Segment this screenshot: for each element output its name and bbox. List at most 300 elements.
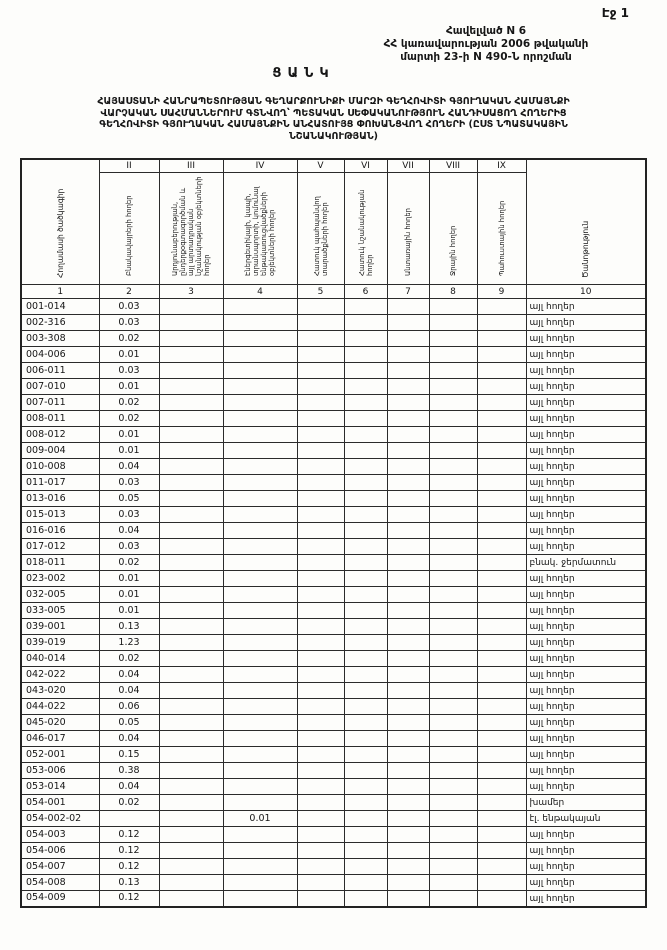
area-value-cell [477, 539, 526, 555]
area-value-cell: 0.01 [223, 811, 297, 827]
note-cell: այլ հողեր [526, 731, 646, 747]
area-value-cell [159, 443, 223, 459]
area-value-cell [429, 427, 477, 443]
area-value-cell [223, 475, 297, 491]
area-value-cell [429, 651, 477, 667]
area-value-cell [429, 539, 477, 555]
area-value-cell: 0.02 [99, 651, 159, 667]
table-row [21, 491, 646, 507]
parcel-code-cell: 044-022 [21, 699, 99, 715]
area-value-cell [159, 315, 223, 331]
area-value-cell [387, 539, 429, 555]
parcel-code-cell: 007-011 [21, 395, 99, 411]
area-value-cell [344, 667, 387, 683]
area-value-cell [477, 891, 526, 907]
title-line: ՎԱՐՉԱԿԱՆ ՍԱՀՄԱՆՆԵՐՈՒՄ ԳՏՆՎՈՂ՝ ՊԵՏԱԿԱՆ ՍԵՓԱԿԱՆՈՒԹՅՈՒՆ ՀԱՆԴԻՍԱՑՈՂ ՀՈՂԵՐԻՑ [100, 107, 567, 119]
area-value-cell [223, 763, 297, 779]
table-row [21, 731, 646, 747]
area-value-cell [387, 683, 429, 699]
area-value-cell [429, 619, 477, 635]
area-value-cell: 0.12 [99, 843, 159, 859]
area-value-cell [387, 491, 429, 507]
area-value-cell [159, 779, 223, 795]
area-value-cell [223, 555, 297, 571]
area-value-cell [159, 587, 223, 603]
parcel-code-cell: 039-001 [21, 619, 99, 635]
area-value-cell [387, 731, 429, 747]
note-cell: այլ հողեր [526, 891, 646, 907]
title-line: ԳԵՂՀՈՎԻՏԻ ԳՅՈՒՂԱԿԱՆ ՀԱՄԱՅՆՔԻՆ ԱՆՀԱՏՈՒՅՑ ՓՈԽԱՆՑՎՈՂ ՀՈՂԵՐԻ (ԸՍՏ ՆՊԱՏԱԿԱՅԻՆ [99, 119, 568, 130]
area-value-cell [344, 427, 387, 443]
table-row [21, 363, 646, 379]
note-cell: այլ հողեր [526, 347, 646, 363]
note-cell: այլ հողեր [526, 523, 646, 539]
area-value-cell [223, 635, 297, 651]
area-value-cell [387, 427, 429, 443]
note-cell: այլ հողեր [526, 667, 646, 683]
note-cell: այլ հողեր [526, 507, 646, 523]
area-value-cell [223, 619, 297, 635]
note-cell: այլ հողեր [526, 379, 646, 395]
area-value-cell [297, 699, 344, 715]
table-row [21, 843, 646, 859]
area-value-cell [159, 363, 223, 379]
area-value-cell: 0.01 [99, 347, 159, 363]
parcel-code-cell: 010-008 [21, 459, 99, 475]
area-value-cell [223, 443, 297, 459]
area-value-cell [429, 635, 477, 651]
table-row [21, 619, 646, 635]
parcel-code-cell: 013-016 [21, 491, 99, 507]
area-value-cell [387, 443, 429, 459]
table-row [21, 299, 646, 315]
area-value-cell [387, 795, 429, 811]
note-cell: այլ հողեր [526, 699, 646, 715]
table-row [21, 571, 646, 587]
table-row [21, 523, 646, 539]
area-value-cell [297, 347, 344, 363]
parcel-code-cell: 004-006 [21, 347, 99, 363]
roman-numeral: VI [344, 159, 387, 172]
parcel-code-cell: 002-316 [21, 315, 99, 331]
parcel-code-cell: 053-014 [21, 779, 99, 795]
area-value-cell [223, 347, 297, 363]
area-value-cell [429, 811, 477, 827]
area-value-cell [297, 891, 344, 907]
parcel-code-cell: 053-006 [21, 763, 99, 779]
area-value-cell [159, 667, 223, 683]
area-value-cell [477, 683, 526, 699]
area-value-cell [387, 395, 429, 411]
parcel-code-cell: 006-011 [21, 363, 99, 379]
column-number: 8 [429, 285, 477, 299]
area-value-cell [477, 523, 526, 539]
area-value-cell [344, 875, 387, 891]
area-value-cell [344, 827, 387, 843]
parcel-code-cell: 054-007 [21, 859, 99, 875]
table-row [21, 395, 646, 411]
area-value-cell [344, 683, 387, 699]
area-value-cell [429, 571, 477, 587]
area-value-cell [223, 587, 297, 603]
area-value-cell [297, 715, 344, 731]
area-value-cell [477, 347, 526, 363]
area-value-cell [159, 795, 223, 811]
table-row [21, 859, 646, 875]
title-line: ՀԱՅԱՍՏԱՆԻ ՀԱՆՐԱՊԵՏՈՒԹՅԱՆ ԳԵՂԱՐՔՈՒՆԻՔԻ ՄԱՐԶԻ ԳԵՂՀՈՎԻՏԻ ԳՅՈՒՂԱԿԱՆ ՀԱՄԱՅՆՔԻ [97, 96, 570, 107]
area-value-cell [344, 731, 387, 747]
area-value-cell [344, 491, 387, 507]
col-header-protected-areas-lands: Հատուկ պահպանվող տարածքների հողեր [297, 172, 344, 284]
area-value-cell [387, 779, 429, 795]
parcel-code-cell: 008-012 [21, 427, 99, 443]
area-value-cell [477, 779, 526, 795]
area-value-cell [429, 891, 477, 907]
table-row [21, 315, 646, 331]
appendix-block [331, 25, 641, 64]
note-cell: այլ հողեր [526, 443, 646, 459]
area-value-cell [477, 363, 526, 379]
area-value-cell [477, 587, 526, 603]
parcel-code-cell: 007-010 [21, 379, 99, 395]
note-cell: էլ. ենթակայան [526, 811, 646, 827]
area-value-cell [387, 459, 429, 475]
area-value-cell [429, 507, 477, 523]
area-value-cell [429, 331, 477, 347]
area-value-cell [297, 507, 344, 523]
area-value-cell [477, 331, 526, 347]
area-value-cell [477, 427, 526, 443]
area-value-cell [223, 491, 297, 507]
area-value-cell [477, 459, 526, 475]
area-value-cell [297, 491, 344, 507]
table-row [21, 331, 646, 347]
area-value-cell [477, 635, 526, 651]
area-value-cell [297, 619, 344, 635]
note-cell: այլ հողեր [526, 763, 646, 779]
area-value-cell [223, 891, 297, 907]
area-value-cell [223, 539, 297, 555]
area-value-cell [429, 795, 477, 811]
area-value-cell [297, 603, 344, 619]
area-value-cell [387, 699, 429, 715]
area-value-cell [223, 523, 297, 539]
column-number: 7 [387, 285, 429, 299]
area-value-cell [344, 651, 387, 667]
parcel-code-cell: 054-003 [21, 827, 99, 843]
area-value-cell [387, 827, 429, 843]
note-cell: այլ հողեր [526, 827, 646, 843]
area-value-cell [344, 539, 387, 555]
roman-numeral: VIII [429, 159, 477, 172]
table-row [21, 443, 646, 459]
land-transfer-table [20, 158, 647, 908]
area-value-cell [297, 635, 344, 651]
area-value-cell: 0.04 [99, 459, 159, 475]
area-value-cell [159, 299, 223, 315]
area-value-cell [477, 491, 526, 507]
parcel-code-cell: 043-020 [21, 683, 99, 699]
area-value-cell [387, 331, 429, 347]
area-value-cell [223, 571, 297, 587]
area-value-cell [429, 763, 477, 779]
area-value-cell [297, 555, 344, 571]
area-value-cell [477, 651, 526, 667]
col-header-note-label: Ծանոթություն [581, 220, 591, 278]
area-value-cell [344, 779, 387, 795]
table-row [21, 651, 646, 667]
parcel-code-cell: 039-019 [21, 635, 99, 651]
roman-numeral-row [21, 159, 646, 172]
area-value-cell [297, 475, 344, 491]
area-value-cell [387, 619, 429, 635]
parcel-code-cell: 032-005 [21, 587, 99, 603]
area-value-cell: 0.03 [99, 539, 159, 555]
area-value-cell [344, 619, 387, 635]
column-number-row [21, 285, 646, 299]
parcel-code-cell: 046-017 [21, 731, 99, 747]
area-value-cell [344, 699, 387, 715]
area-value-cell [477, 731, 526, 747]
title-line: ՆՇԱՆԱԿՈՒԹՅԱՆ) [289, 130, 378, 142]
table-row [21, 667, 646, 683]
note-cell: այլ հողեր [526, 363, 646, 379]
col-header-parcel-code-label: Հողամասի ծածկագիր [55, 188, 65, 278]
note-cell: բնակ. ջերմատուն [526, 555, 646, 571]
area-value-cell [387, 811, 429, 827]
table-row [21, 875, 646, 891]
area-value-cell [297, 667, 344, 683]
note-cell: այլ հողեր [526, 299, 646, 315]
roman-numeral: IV [223, 159, 297, 172]
area-value-cell [223, 827, 297, 843]
area-value-cell [429, 315, 477, 331]
area-value-cell [344, 299, 387, 315]
area-value-cell [477, 795, 526, 811]
area-value-cell [159, 699, 223, 715]
area-value-cell [429, 379, 477, 395]
area-value-cell [344, 395, 387, 411]
parcel-code-cell: 054-002-02 [21, 811, 99, 827]
area-value-cell [159, 523, 223, 539]
note-cell: խամեր [526, 795, 646, 811]
area-value-cell [159, 635, 223, 651]
area-value-cell [387, 635, 429, 651]
area-value-cell [344, 891, 387, 907]
area-value-cell [477, 667, 526, 683]
area-value-cell [159, 715, 223, 731]
area-value-cell [429, 587, 477, 603]
roman-numeral: III [159, 159, 223, 172]
area-value-cell: 0.06 [99, 699, 159, 715]
area-value-cell [387, 747, 429, 763]
col-header-special-purpose-lands: Հատուկ նշանակության հողեր [344, 172, 387, 284]
area-value-cell [477, 315, 526, 331]
area-value-cell: 0.04 [99, 779, 159, 795]
area-value-cell [387, 347, 429, 363]
area-value-cell: 0.04 [99, 683, 159, 699]
area-value-cell: 0.03 [99, 299, 159, 315]
table-row [21, 699, 646, 715]
area-value-cell [159, 539, 223, 555]
area-value-cell [223, 747, 297, 763]
note-cell: այլ հողեր [526, 651, 646, 667]
area-value-cell [159, 651, 223, 667]
note-cell: այլ հողեր [526, 491, 646, 507]
table-body [21, 299, 646, 907]
area-value-cell [429, 459, 477, 475]
area-value-cell [477, 763, 526, 779]
decree-line-1: ՀՀ կառավարության 2006 թվականի [383, 38, 589, 50]
area-value-cell [223, 795, 297, 811]
note-cell: այլ հողեր [526, 779, 646, 795]
area-value-cell: 0.04 [99, 667, 159, 683]
area-value-cell [297, 811, 344, 827]
area-value-cell: 0.02 [99, 795, 159, 811]
land-transfer-table-wrap [20, 158, 647, 908]
area-value-cell [429, 347, 477, 363]
column-number: 4 [223, 285, 297, 299]
area-value-cell: 0.03 [99, 363, 159, 379]
area-value-cell [297, 331, 344, 347]
area-value-cell [429, 683, 477, 699]
parcel-code-cell: 054-008 [21, 875, 99, 891]
area-value-cell [223, 731, 297, 747]
area-value-cell [344, 603, 387, 619]
area-value-cell [223, 667, 297, 683]
column-number: 6 [344, 285, 387, 299]
area-value-cell: 0.03 [99, 507, 159, 523]
area-value-cell [429, 843, 477, 859]
area-value-cell [297, 763, 344, 779]
area-value-cell [159, 875, 223, 891]
area-value-cell [477, 715, 526, 731]
area-value-cell [477, 747, 526, 763]
area-value-cell [429, 411, 477, 427]
table-row [21, 635, 646, 651]
parcel-code-cell: 018-011 [21, 555, 99, 571]
note-cell: այլ հողեր [526, 587, 646, 603]
area-value-cell [297, 459, 344, 475]
column-number: 3 [159, 285, 223, 299]
column-number: 9 [477, 285, 526, 299]
area-value-cell [344, 747, 387, 763]
area-value-cell [344, 843, 387, 859]
area-value-cell [297, 795, 344, 811]
area-value-cell [344, 635, 387, 651]
area-value-cell [223, 843, 297, 859]
area-value-cell [477, 603, 526, 619]
area-value-cell [223, 459, 297, 475]
table-row [21, 459, 646, 475]
list-heading: ՑԱՆԿ [272, 66, 335, 81]
area-value-cell [387, 843, 429, 859]
parcel-code-cell: 042-022 [21, 667, 99, 683]
area-value-cell [477, 619, 526, 635]
area-value-cell [387, 603, 429, 619]
area-value-cell [297, 571, 344, 587]
area-value-cell [297, 875, 344, 891]
area-value-cell: 0.02 [99, 555, 159, 571]
table-row [21, 411, 646, 427]
area-value-cell [477, 827, 526, 843]
column-number: 10 [526, 285, 646, 299]
area-value-cell [344, 811, 387, 827]
area-value-cell [429, 491, 477, 507]
area-value-cell [344, 331, 387, 347]
area-value-cell: 0.13 [99, 619, 159, 635]
area-value-cell [159, 507, 223, 523]
area-value-cell [429, 859, 477, 875]
area-value-cell [223, 299, 297, 315]
note-cell: այլ հողեր [526, 331, 646, 347]
area-value-cell [159, 379, 223, 395]
table-row [21, 827, 646, 843]
area-value-cell [387, 891, 429, 907]
area-value-cell [297, 683, 344, 699]
table-row [21, 507, 646, 523]
area-value-cell [297, 827, 344, 843]
area-value-cell [223, 715, 297, 731]
area-value-cell [297, 779, 344, 795]
area-value-cell [159, 811, 223, 827]
area-value-cell [344, 507, 387, 523]
table-row [21, 603, 646, 619]
area-value-cell [477, 395, 526, 411]
area-value-cell [223, 379, 297, 395]
area-value-cell [344, 795, 387, 811]
area-value-cell: 0.15 [99, 747, 159, 763]
area-value-cell [297, 363, 344, 379]
page-number: Էջ 1 [601, 6, 629, 20]
table-row [21, 891, 646, 907]
parcel-code-cell: 016-016 [21, 523, 99, 539]
parcel-code-cell: 003-308 [21, 331, 99, 347]
note-cell: այլ հողեր [526, 875, 646, 891]
area-value-cell [477, 859, 526, 875]
roman-numeral: V [297, 159, 344, 172]
area-value-cell [159, 683, 223, 699]
area-value-cell: 0.03 [99, 315, 159, 331]
area-value-cell [223, 331, 297, 347]
area-value-cell [159, 603, 223, 619]
area-value-cell [477, 843, 526, 859]
area-value-cell: 0.03 [99, 475, 159, 491]
area-value-cell [297, 395, 344, 411]
area-value-cell [344, 859, 387, 875]
area-value-cell [297, 747, 344, 763]
area-value-cell: 0.04 [99, 731, 159, 747]
area-value-cell: 0.01 [99, 379, 159, 395]
table-row [21, 347, 646, 363]
area-value-cell: 1.23 [99, 635, 159, 651]
note-cell: այլ հողեր [526, 411, 646, 427]
note-cell: այլ հողեր [526, 843, 646, 859]
area-value-cell [297, 379, 344, 395]
area-value-cell [159, 411, 223, 427]
area-value-cell [387, 507, 429, 523]
decree-line-2: մարտի 23-ի N 490-Ն որոշման [400, 51, 572, 63]
table-row [21, 475, 646, 491]
area-value-cell [344, 363, 387, 379]
table-row [21, 763, 646, 779]
area-value-cell [429, 731, 477, 747]
col-header-water-lands: Ջրային հողեր [429, 172, 477, 284]
area-value-cell [429, 699, 477, 715]
table-row [21, 795, 646, 811]
parcel-code-cell: 015-013 [21, 507, 99, 523]
note-cell: այլ հողեր [526, 539, 646, 555]
